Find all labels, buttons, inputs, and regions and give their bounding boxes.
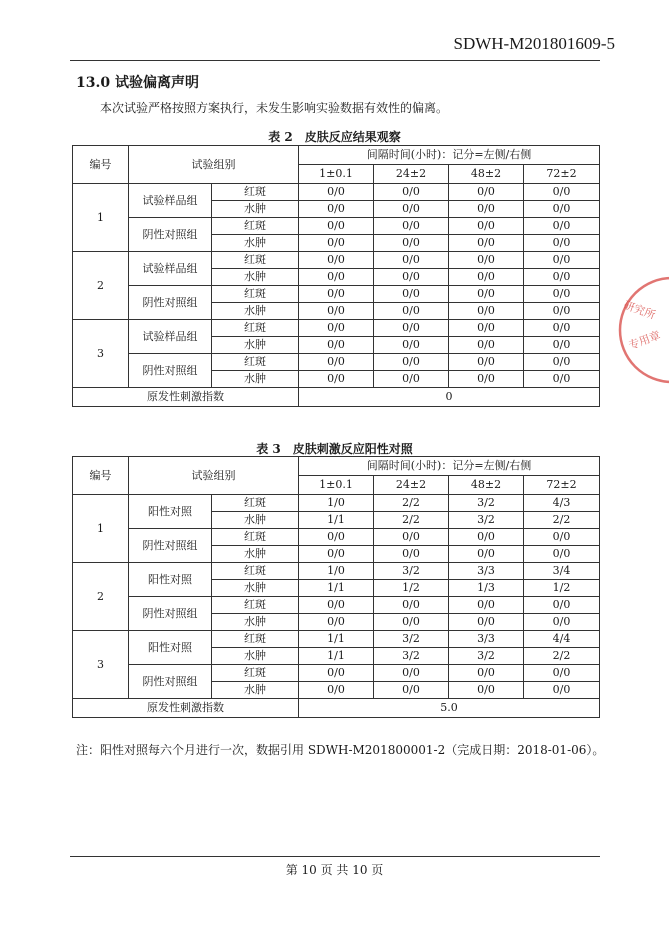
cell-score: 0/0 xyxy=(374,201,449,218)
cell-score: 0/0 xyxy=(299,665,374,682)
col-header-id: 编号 xyxy=(73,457,129,495)
cell-score: 0/0 xyxy=(524,303,600,320)
table-row xyxy=(73,184,600,201)
cell-score: 0/0 xyxy=(524,201,600,218)
cell-score: 0/0 xyxy=(449,201,524,218)
cell-score: 0/0 xyxy=(449,354,524,371)
table3-positive-control xyxy=(72,456,600,718)
cell-reaction: 红斑 xyxy=(212,218,299,235)
cell-score: 2/2 xyxy=(374,512,449,529)
cell-reaction: 水肿 xyxy=(212,235,299,252)
cell-reaction: 水肿 xyxy=(212,648,299,665)
cell-reaction: 水肿 xyxy=(212,580,299,597)
cell-score: 0/0 xyxy=(524,371,600,388)
table-row xyxy=(73,218,600,235)
cell-reaction: 水肿 xyxy=(212,614,299,631)
cell-reaction: 红斑 xyxy=(212,665,299,682)
cell-score: 0/0 xyxy=(374,269,449,286)
cell-score: 0/0 xyxy=(374,337,449,354)
cell-score: 0/0 xyxy=(524,286,600,303)
cell-score: 0/0 xyxy=(449,682,524,699)
cell-reaction: 水肿 xyxy=(212,512,299,529)
cell-reaction: 红斑 xyxy=(212,495,299,512)
col-header-time: 24±2 xyxy=(374,165,449,184)
table2-skin-reaction xyxy=(72,145,600,407)
cell-score: 0/0 xyxy=(449,235,524,252)
cell-score: 0/0 xyxy=(449,546,524,563)
col-header-time: 1±0.1 xyxy=(299,476,374,495)
cell-score: 3/3 xyxy=(449,631,524,648)
cell-reaction: 红斑 xyxy=(212,184,299,201)
cell-score: 0/0 xyxy=(299,614,374,631)
cell-score: 0/0 xyxy=(374,597,449,614)
cell-reaction: 红斑 xyxy=(212,354,299,371)
cell-reaction: 水肿 xyxy=(212,303,299,320)
table-row xyxy=(73,529,600,546)
col-header-group: 试验组别 xyxy=(129,457,299,495)
cell-score: 0/0 xyxy=(449,665,524,682)
cell-group: 阳性对照 xyxy=(129,563,212,597)
cell-score: 0/0 xyxy=(449,320,524,337)
cell-score: 1/1 xyxy=(299,512,374,529)
cell-score: 0/0 xyxy=(524,320,600,337)
col-header-id: 编号 xyxy=(73,146,129,184)
cell-group: 试验样品组 xyxy=(129,320,212,354)
cell-score: 0/0 xyxy=(299,286,374,303)
cell-score: 0/0 xyxy=(449,614,524,631)
page-number: 第 10 页 共 10 页 xyxy=(285,863,384,877)
cell-group: 阴性对照组 xyxy=(129,354,212,388)
cell-score: 0/0 xyxy=(524,597,600,614)
cell-score: 0/0 xyxy=(449,218,524,235)
cell-id: 2 xyxy=(73,252,129,320)
cell-score: 3/2 xyxy=(374,631,449,648)
cell-reaction: 红斑 xyxy=(212,286,299,303)
cell-score: 0/0 xyxy=(449,337,524,354)
cell-score: 1/1 xyxy=(299,631,374,648)
section-title: 13.0 试验偏离声明 xyxy=(76,75,199,91)
table-row xyxy=(73,631,600,648)
col-header-time: 1±0.1 xyxy=(299,165,374,184)
cell-score: 0/0 xyxy=(299,354,374,371)
document-number: SDWH-M201801609-5 xyxy=(453,34,615,53)
cell-score: 0/0 xyxy=(374,184,449,201)
footnote: 注：阳性对照每六个月进行一次，数据引用 SDWH-M201800001-2（完成日期：2018-01-06）。 xyxy=(76,743,605,757)
cell-id: 1 xyxy=(73,184,129,252)
cell-score: 0/0 xyxy=(449,184,524,201)
cell-group: 阴性对照组 xyxy=(129,597,212,631)
cell-score: 0/0 xyxy=(299,529,374,546)
cell-score: 2/2 xyxy=(374,495,449,512)
cell-score: 0/0 xyxy=(524,337,600,354)
cell-id: 3 xyxy=(73,631,129,699)
cell-reaction: 水肿 xyxy=(212,546,299,563)
cell-score: 0/0 xyxy=(374,235,449,252)
cell-id: 1 xyxy=(73,495,129,563)
cell-reaction: 水肿 xyxy=(212,269,299,286)
cell-reaction: 红斑 xyxy=(212,320,299,337)
cell-score: 1/0 xyxy=(299,563,374,580)
cell-reaction: 水肿 xyxy=(212,682,299,699)
cell-score: 0/0 xyxy=(374,320,449,337)
cell-score: 0/0 xyxy=(374,682,449,699)
col-header-time: 72±2 xyxy=(524,165,600,184)
cell-score: 0/0 xyxy=(299,201,374,218)
col-header-group: 试验组别 xyxy=(129,146,299,184)
cell-score: 0/0 xyxy=(524,269,600,286)
cell-group: 阴性对照组 xyxy=(129,218,212,252)
official-seal xyxy=(614,270,669,390)
cell-score: 4/3 xyxy=(524,495,600,512)
cell-score: 0/0 xyxy=(524,614,600,631)
table-row xyxy=(73,597,600,614)
cell-group: 阳性对照 xyxy=(129,495,212,529)
cell-score: 3/4 xyxy=(524,563,600,580)
cell-reaction: 红斑 xyxy=(212,631,299,648)
cell-score: 0/0 xyxy=(299,320,374,337)
cell-group: 阴性对照组 xyxy=(129,529,212,563)
cell-score: 1/1 xyxy=(299,648,374,665)
cell-reaction: 水肿 xyxy=(212,337,299,354)
irritation-index-value: 5.0 xyxy=(299,699,600,718)
table-row xyxy=(73,495,600,512)
cell-score: 4/4 xyxy=(524,631,600,648)
cell-score: 0/0 xyxy=(449,597,524,614)
cell-score: 0/0 xyxy=(449,303,524,320)
cell-score: 0/0 xyxy=(449,286,524,303)
cell-score: 0/0 xyxy=(299,252,374,269)
cell-score: 0/0 xyxy=(449,269,524,286)
cell-score: 0/0 xyxy=(449,529,524,546)
cell-reaction: 红斑 xyxy=(212,529,299,546)
col-header-time: 72±2 xyxy=(524,476,600,495)
cell-score: 1/1 xyxy=(299,580,374,597)
cell-reaction: 红斑 xyxy=(212,252,299,269)
cell-group: 阳性对照 xyxy=(129,631,212,665)
cell-reaction: 红斑 xyxy=(212,597,299,614)
cell-score: 0/0 xyxy=(374,354,449,371)
cell-score: 0/0 xyxy=(524,218,600,235)
cell-group: 阴性对照组 xyxy=(129,665,212,699)
cell-score: 0/0 xyxy=(374,546,449,563)
col-header-time: 24±2 xyxy=(374,476,449,495)
cell-score: 0/0 xyxy=(374,529,449,546)
table3-caption: 表 3 皮肤刺激反应阳性对照 xyxy=(256,442,413,456)
col-header-interval: 间隔时间(小时)：记分=左侧/右侧 xyxy=(299,457,600,476)
footer-divider xyxy=(70,856,600,857)
cell-score: 0/0 xyxy=(449,252,524,269)
table-row xyxy=(73,286,600,303)
cell-group: 试验样品组 xyxy=(129,184,212,218)
cell-score: 1/3 xyxy=(449,580,524,597)
header-row xyxy=(73,457,600,476)
cell-reaction: 水肿 xyxy=(212,201,299,218)
cell-score: 0/0 xyxy=(524,184,600,201)
cell-score: 0/0 xyxy=(524,682,600,699)
svg-text:专用章: 专用章 xyxy=(626,328,663,353)
section-paragraph: 本次试验严格按照方案执行，未发生影响实验数据有效性的偏离。 xyxy=(100,101,449,115)
cell-score: 0/0 xyxy=(299,337,374,354)
cell-score: 3/2 xyxy=(449,512,524,529)
cell-score: 3/2 xyxy=(449,648,524,665)
cell-id: 3 xyxy=(73,320,129,388)
cell-score: 3/2 xyxy=(374,563,449,580)
cell-score: 0/0 xyxy=(299,597,374,614)
cell-score: 0/0 xyxy=(374,286,449,303)
cell-score: 0/0 xyxy=(374,252,449,269)
table-row xyxy=(73,354,600,371)
cell-score: 0/0 xyxy=(299,303,374,320)
cell-score: 2/2 xyxy=(524,648,600,665)
cell-score: 1/0 xyxy=(299,495,374,512)
cell-score: 0/0 xyxy=(299,682,374,699)
index-row xyxy=(73,388,600,407)
table-row xyxy=(73,563,600,580)
cell-score: 1/2 xyxy=(374,580,449,597)
irritation-index-label: 原发性刺激指数 xyxy=(73,388,299,407)
cell-score: 3/2 xyxy=(374,648,449,665)
cell-score: 1/2 xyxy=(524,580,600,597)
col-header-time: 48±2 xyxy=(449,476,524,495)
header-divider xyxy=(70,60,600,61)
cell-score: 0/0 xyxy=(524,235,600,252)
table-row xyxy=(73,665,600,682)
cell-score: 0/0 xyxy=(299,184,374,201)
cell-score: 2/2 xyxy=(524,512,600,529)
irritation-index-value: 0 xyxy=(299,388,600,407)
col-header-time: 48±2 xyxy=(449,165,524,184)
cell-score: 0/0 xyxy=(524,252,600,269)
cell-reaction: 红斑 xyxy=(212,563,299,580)
cell-score: 0/0 xyxy=(524,665,600,682)
cell-group: 阴性对照组 xyxy=(129,286,212,320)
cell-score: 3/3 xyxy=(449,563,524,580)
cell-score: 0/0 xyxy=(299,371,374,388)
cell-score: 3/2 xyxy=(449,495,524,512)
cell-score: 0/0 xyxy=(374,371,449,388)
cell-score: 0/0 xyxy=(299,546,374,563)
cell-score: 0/0 xyxy=(524,529,600,546)
cell-reaction: 水肿 xyxy=(212,371,299,388)
cell-score: 0/0 xyxy=(299,235,374,252)
cell-score: 0/0 xyxy=(299,218,374,235)
svg-text:研究所: 研究所 xyxy=(621,298,658,323)
table-row xyxy=(73,320,600,337)
cell-score: 0/0 xyxy=(524,354,600,371)
index-row xyxy=(73,699,600,718)
cell-score: 0/0 xyxy=(524,546,600,563)
table-row xyxy=(73,252,600,269)
cell-score: 0/0 xyxy=(299,269,374,286)
cell-score: 0/0 xyxy=(374,303,449,320)
cell-id: 2 xyxy=(73,563,129,631)
cell-group: 试验样品组 xyxy=(129,252,212,286)
col-header-interval: 间隔时间(小时)：记分=左侧/右侧 xyxy=(299,146,600,165)
table2-caption: 表 2 皮肤反应结果观察 xyxy=(268,130,401,144)
header-row xyxy=(73,146,600,165)
cell-score: 0/0 xyxy=(449,371,524,388)
irritation-index-label: 原发性刺激指数 xyxy=(73,699,299,718)
cell-score: 0/0 xyxy=(374,218,449,235)
cell-score: 0/0 xyxy=(374,614,449,631)
cell-score: 0/0 xyxy=(374,665,449,682)
